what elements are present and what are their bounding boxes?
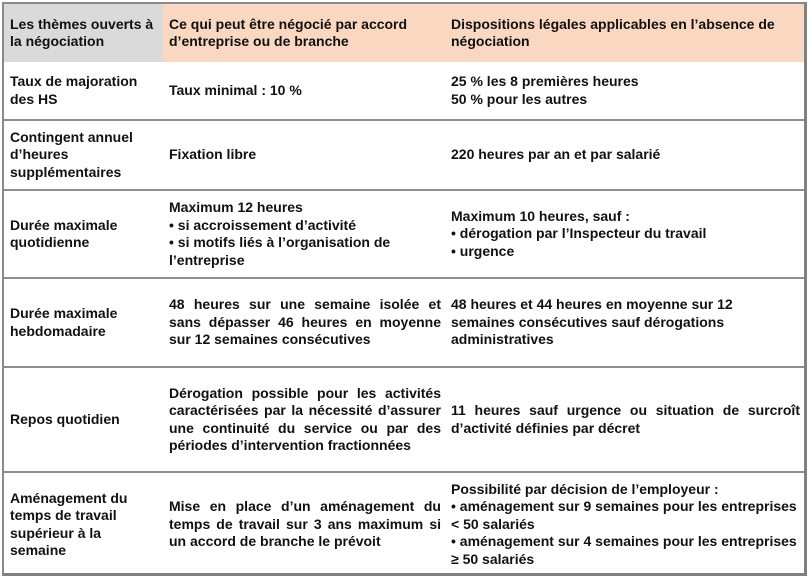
table-row — [4, 472, 804, 576]
negotiable-cell — [163, 190, 445, 278]
legal-cell — [445, 62, 804, 120]
header-themes: Les thèmes ouverts à la négociation — [4, 4, 163, 62]
legal-line: 220 heures par an et par salarié — [451, 146, 661, 163]
negotiable-line: Fixation libre — [169, 146, 257, 163]
negotiation-table — [4, 4, 804, 576]
legal-cell — [445, 190, 804, 278]
legal-cell — [445, 472, 804, 576]
legal-cell: 48 heures et 44 heures en moyenne sur 12 semaines consécutives sauf dérogations administratives — [451, 296, 733, 348]
negotiable-bullet: • si motifs liés à l’organisation de l’entreprise — [169, 234, 391, 268]
legal-line: Maximum 10 heures, sauf : — [451, 207, 630, 224]
negotiable-line: Maximum 12 heures — [169, 199, 303, 215]
legal-bullet: • aménagement sur 9 semaines pour les entreprises < 50 salariés — [451, 498, 797, 532]
header-negotiable: Ce qui peut être négocié par accord d’entreprise ou de branche — [163, 4, 445, 62]
legal-line: 25 % les 8 premières heures — [451, 73, 639, 89]
legal-line: 50 % pour les autres — [451, 90, 588, 107]
legal-bullet: • dérogation par l’Inspecteur du travail — [451, 225, 707, 242]
theme-cell: Contingent annuel d’heures supplémentaires — [10, 128, 133, 180]
theme-cell: Aménagement du temps de travail supérieur à la semaine — [10, 489, 128, 558]
theme-cell: Durée maximale hebdomadaire — [10, 305, 118, 339]
negotiable-cell: Dérogation possible pour les activités caractérisées par la nécessité d’assurer une continuité du service ou par des périodes d’intervention fractionnées — [169, 384, 441, 453]
table-row — [4, 367, 804, 472]
negotiable-cell — [163, 62, 445, 120]
theme-cell: Durée maximale quotidienne — [10, 216, 118, 250]
negotiable-line: Taux minimal : 10 % — [169, 81, 302, 98]
table-row — [4, 190, 804, 278]
table-row — [4, 120, 804, 190]
table-row — [4, 62, 804, 120]
legal-cell — [445, 120, 804, 190]
legal-line: Possibilité par décision de l’employeur : — [451, 480, 719, 497]
header-legal: Dispositions légales applicables en l’absence de négociation — [445, 4, 804, 62]
legal-bullet: • urgence — [451, 242, 515, 259]
theme-cell: Repos quotidien — [10, 410, 120, 427]
negotiable-cell — [163, 120, 445, 190]
table-header-row — [4, 4, 804, 62]
legal-bullet: • aménagement sur 4 semaines pour les entreprises ≥ 50 salariés — [451, 533, 797, 567]
theme-cell: Taux de majoration des HS — [10, 73, 138, 107]
negotiable-cell: 48 heures sur une semaine isolée et sans dépasser 46 heures en moyenne sur 12 semaines consécutives — [169, 296, 441, 348]
negotiation-table-frame — [2, 2, 807, 576]
negotiable-bullet: • si accroissement d’activité — [169, 216, 356, 233]
table-row — [4, 278, 804, 367]
negotiable-cell: Mise en place d’un aménagement du temps de travail sur 3 ans maximum si un accord de branche le prévoit — [169, 498, 441, 550]
legal-cell: 11 heures sauf urgence ou situation de surcroît d’activité définies par décret — [451, 402, 800, 436]
